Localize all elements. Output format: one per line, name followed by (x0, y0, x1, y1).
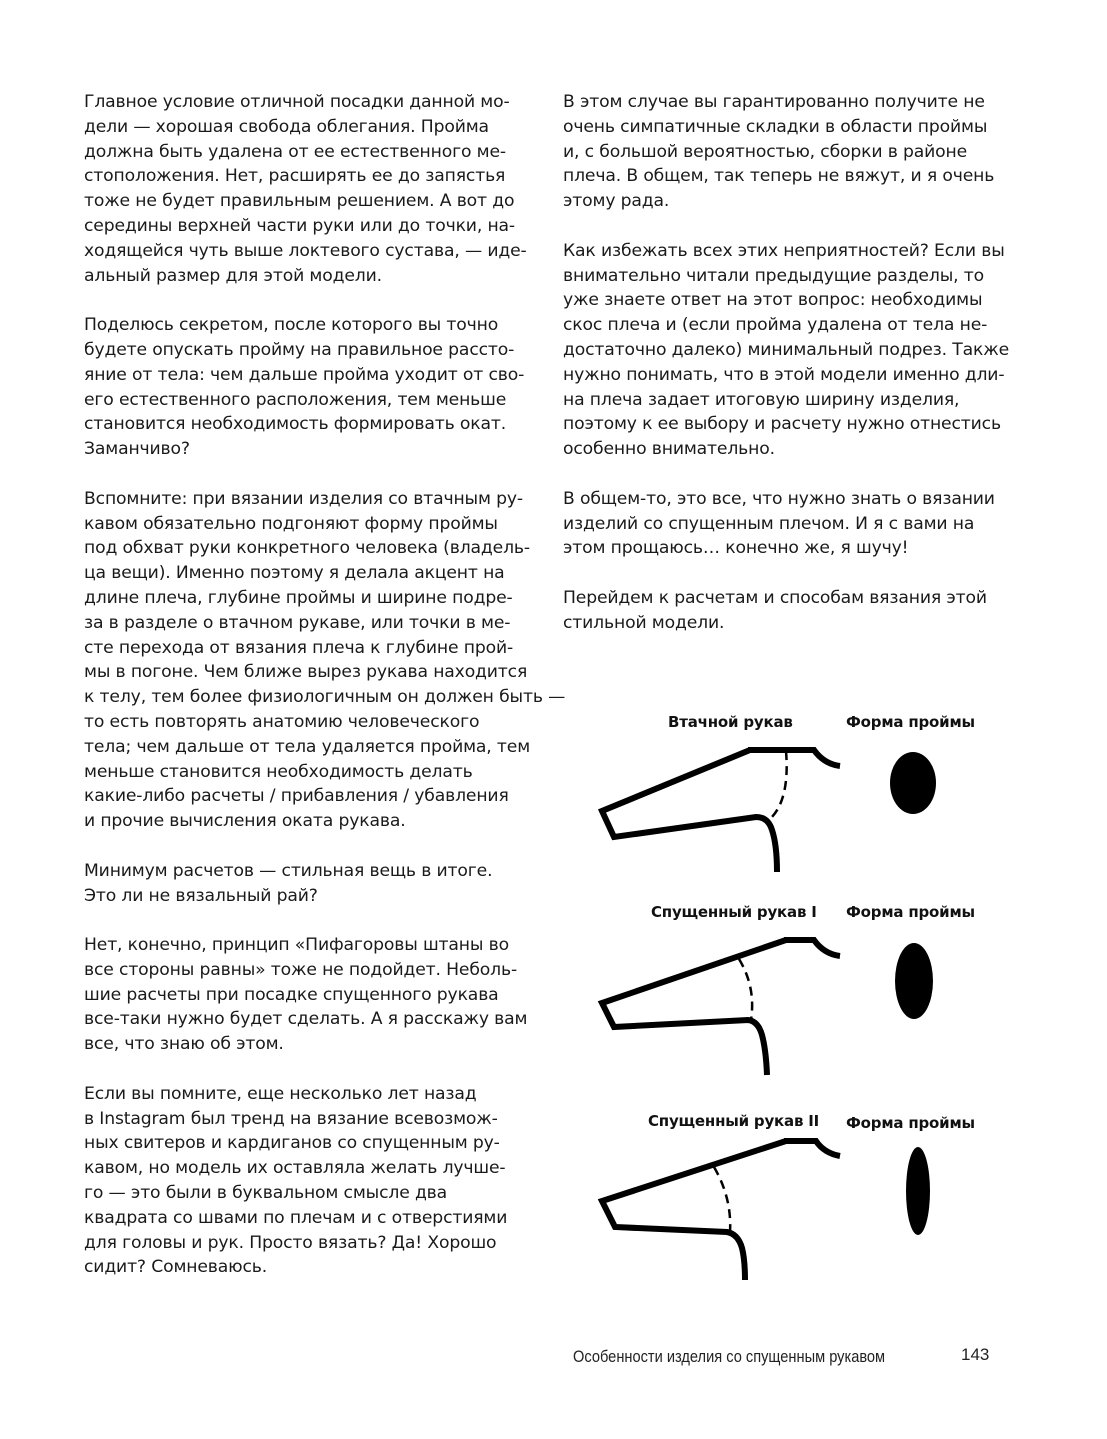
paragraph (84, 313, 554, 462)
text-line: под обхват руки конкретного человека (владель- (84, 538, 530, 559)
figure-set-in-sleeve (590, 700, 990, 900)
figure-dropped-sleeve-1 (590, 895, 990, 1095)
sleeve-diagram-icon (590, 700, 990, 900)
text-line: ных свитеров и кардиганов со спущенным ру- (84, 1133, 500, 1154)
text-line: яние от тела: чем дальше пройма уходит от сво- (84, 364, 525, 385)
text-line: за в разделе о втачном рукаве, или точки в ме- (84, 612, 511, 633)
text-line: Это ли не вязальный рай? (84, 885, 318, 906)
text-line: меньше становится необходимость делать (84, 761, 473, 782)
paragraph (563, 239, 1033, 462)
left-text-column (84, 90, 566, 1305)
text-line: становится необходимость формировать окат. (84, 414, 507, 435)
figure-dropped-sleeve-2 (590, 1100, 990, 1300)
text-line: достаточно далеко) минимальный подрез. Также (563, 339, 1009, 360)
page-footer (0, 1347, 1107, 1377)
text-line: Заманчиво? (84, 439, 190, 460)
text-line: В этом случае вы гарантированно получите не (563, 92, 985, 112)
text-line: сте перехода от вязания плеча к глубине прой- (84, 637, 514, 658)
text-line: Поделюсь секретом, после которого вы точно (84, 315, 499, 336)
text-line: все стороны равны» тоже не подойдет. Неболь- (84, 959, 518, 980)
text-line: стильной модели. (563, 612, 725, 633)
text-line: альный размер для этой модели. (84, 265, 382, 286)
text-line: стоположения. Нет, расширять ее до запястья (84, 166, 506, 187)
text-line: ца вещи). Именно поэтому я делала акцент на (84, 563, 505, 584)
text-line: скос плеча и (если пройма удалена от тела не- (563, 315, 988, 336)
text-line: кавом, но модель их оставляла желать лучше- (84, 1158, 506, 1179)
sleeve-label: Спущенный рукав I (651, 903, 817, 921)
armhole-label: Форма проймы (846, 903, 975, 921)
paragraph (563, 90, 1033, 214)
text-line: будете опускать пройму на правильное рассто- (84, 339, 515, 360)
text-line: этом прощаюсь… конечно же, я шучу! (563, 538, 909, 559)
paragraph (563, 487, 1033, 561)
text-line: Главное условие отличной посадки данной мо- (84, 92, 510, 112)
text-line: этому рада. (563, 191, 670, 212)
text-line: для головы и рук. Просто вязать? Да! Хорошо (84, 1232, 497, 1253)
text-line: В общем-то, это все, что нужно знать о вязании (563, 488, 995, 509)
armhole-label: Форма проймы (846, 713, 975, 731)
paragraph (84, 90, 554, 288)
text-line: плеча. В общем, так теперь не вяжут, и я очень (563, 166, 995, 187)
text-line: середины верхней части руки или до точки, на- (84, 215, 515, 236)
paragraph (84, 487, 566, 834)
text-line: все, что знаю об этом. (84, 1034, 284, 1055)
text-line: особенно внимательно. (563, 439, 775, 460)
text-line: сидит? Сомневаюсь. (84, 1257, 268, 1278)
paragraph (563, 586, 1033, 636)
text-line: все-таки нужно будет сделать. А я расскажу вам (84, 1009, 528, 1030)
text-line: тела; чем дальше от тела удаляется пройма, тем (84, 736, 531, 757)
text-line: какие-либо расчеты / прибавления / убавления (84, 786, 509, 807)
right-text-column (563, 90, 1033, 660)
text-line: и, с большой вероятностью, сборки в районе (563, 141, 968, 162)
text-line: его естественного расположения, тем меньше (84, 389, 507, 410)
text-line: тоже не будет правильным решением. А вот до (84, 191, 515, 212)
text-line: и прочие вычисления оката рукава. (84, 811, 406, 832)
text-line: должна быть удалена от ее естественного ме- (84, 141, 506, 162)
text-line: внимательно читали предыдущие разделы, то (563, 265, 984, 286)
text-line: изделий со спущенным плечом. И я с вами на (563, 513, 975, 534)
text-line: го — это были в буквальном смысле два (84, 1183, 448, 1204)
paragraph (84, 933, 554, 1057)
text-line: Вспомните: при вязании изделия со втачным ру- (84, 488, 523, 509)
armhole-shape-icon (890, 752, 936, 814)
armhole-shape-icon (895, 943, 933, 1019)
text-line: Нет, конечно, принцип «Пифагоровы штаны во (84, 935, 509, 956)
text-line: квадрата со швами по плечам и с отверстиями (84, 1207, 508, 1228)
text-line: шие расчеты при посадке спущенного рукава (84, 984, 499, 1005)
sleeve-label: Втачной рукав (668, 713, 793, 731)
paragraph (84, 1082, 554, 1280)
text-line: ходящейся чуть выше локтевого сустава, — иде- (84, 240, 527, 261)
sleeve-diagram-icon (590, 895, 990, 1095)
sleeve-diagram-icon (590, 1100, 990, 1300)
text-line: Если вы помните, еще несколько лет назад (84, 1083, 477, 1104)
text-line: Минимум расчетов — стильная вещь в итоге. (84, 860, 493, 881)
text-line: очень симпатичные складки в области проймы (563, 116, 988, 137)
text-line: мы в погоне. Чем ближе вырез рукава находится (84, 662, 528, 683)
armhole-label: Форма проймы (846, 1114, 975, 1132)
text-line: нужно понимать, что в этой модели именно дли- (563, 364, 1005, 385)
text-line: длине плеча, глубине проймы и ширине подре- (84, 587, 513, 608)
text-line: уже знаете ответ на этот вопрос: необходимы (563, 290, 983, 311)
paragraph (84, 859, 554, 909)
text-line: Перейдем к расчетам и способам вязания этой (563, 587, 987, 608)
text-line: то есть повторять анатомию человеческого (84, 711, 480, 732)
running-head: Особенности изделия со спущенным рукавом (573, 1347, 886, 1366)
text-line: на плеча задает итоговую ширину изделия, (563, 389, 960, 410)
text-line: Как избежать всех этих неприятностей? Если вы (563, 240, 1005, 261)
text-line: кавом обязательно подгоняют форму проймы (84, 513, 498, 534)
text-line: дели — хорошая свобода облегания. Пройма (84, 116, 489, 137)
text-line: поэтому к ее выбору и расчету нужно отнестись (563, 414, 1001, 435)
armhole-shape-icon (906, 1147, 930, 1235)
text-line: в Instagram был тренд на вязание всевозмож- (84, 1108, 498, 1129)
page-number: 143 (961, 1345, 990, 1364)
text-line: к телу, тем более физиологичным он должен быть — (84, 687, 566, 708)
sleeve-label: Спущенный рукав II (648, 1112, 820, 1130)
